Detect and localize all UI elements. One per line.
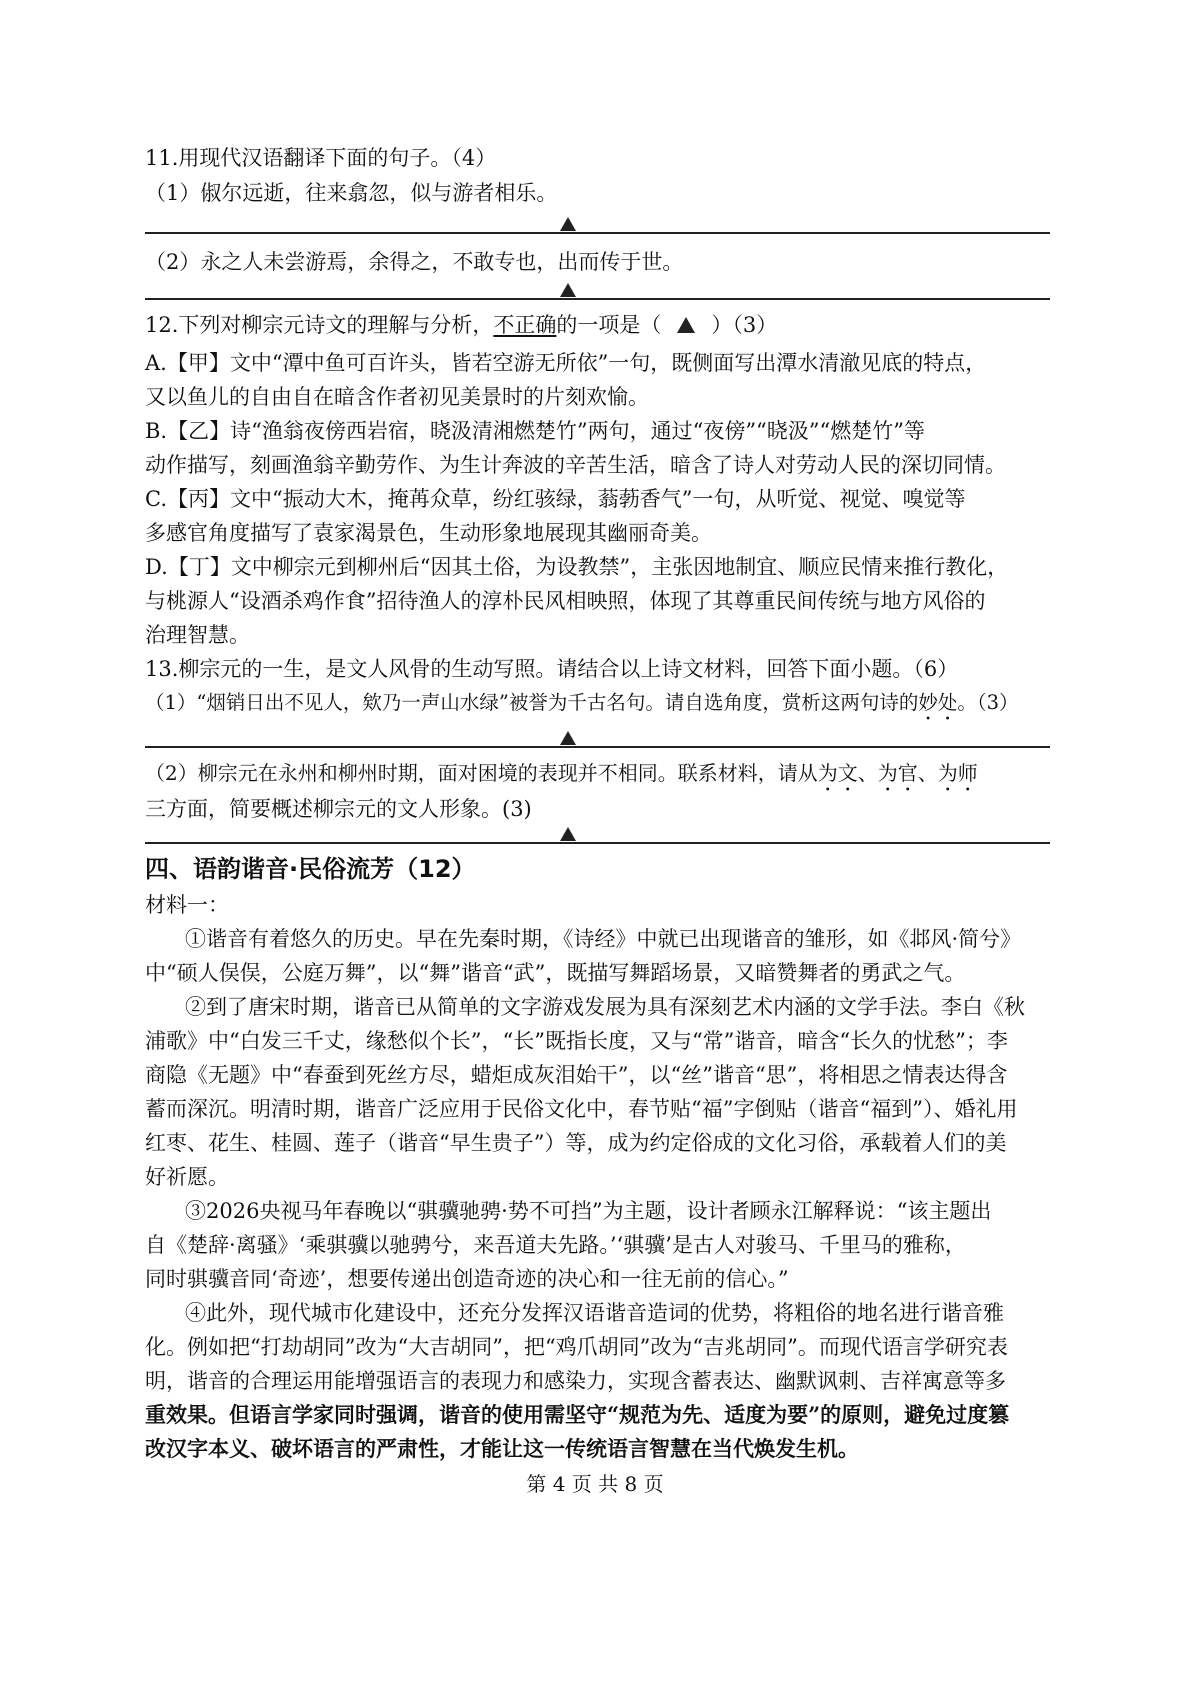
q12-option-a-cont: 又以鱼儿的自由自在暗含作者初见美景时的片刻欢愉。 bbox=[145, 385, 649, 409]
q12-option-d-cont2: 治理智慧。 bbox=[145, 623, 250, 647]
answer-line[interactable] bbox=[145, 298, 1050, 300]
paragraph-2-cont: 浦歌》中“白发三千丈，缘愁似个长”，“长”既指长度，又与“常”谐音，暗含“长久的忧愁”；李 bbox=[145, 1029, 1008, 1053]
q12-option-b: B.【乙】诗“渔翁夜傍西岩宿，晓汲清湘燃楚竹”两句，通过“夜傍”“晓汲”“燃楚竹”等 bbox=[145, 419, 925, 443]
q12-option-b-cont: 动作描写，刻画渔翁辛勤劳作、为生计奔波的辛苦生活，暗含了诗人对劳动人民的深切同情。 bbox=[145, 453, 1006, 477]
q13-part-2: （2）柳宗元在永州和柳州时期，面对困境的表现并不相同。联系材料，请从为文、为官、为师 bbox=[145, 761, 978, 785]
paragraph-2-cont: 好祈愿。 bbox=[145, 1165, 229, 1189]
q13-stem: 13.柳宗元的一生，是文人风骨的生动写照。请结合以上诗文材料，回答下面小题。（6） bbox=[145, 657, 959, 681]
q12-option-d-cont: 与桃源人“设酒杀鸡作食”招待渔人的淳朴民风相映照，体现了其尊重民间传统与地方风俗的 bbox=[145, 589, 986, 613]
q12-option-a: A.【甲】文中“潭中鱼可百许头，皆若空游无所依”一句，既侧面写出潭水清澈见底的特点， bbox=[145, 351, 987, 375]
emphasis-not-correct: 不正确 bbox=[493, 313, 557, 337]
answer-triangle-icon[interactable] bbox=[677, 317, 695, 333]
answer-triangle-icon bbox=[560, 217, 576, 231]
page-footer: 第 4 页 共 8 页 bbox=[526, 1472, 664, 1496]
q13-part-2-cont: 三方面，简要概述柳宗元的文人形象。(3) bbox=[145, 797, 532, 821]
q11-sentence-2: （2）永之人未尝游焉，余得之，不敢专也，出而传于世。 bbox=[145, 250, 684, 274]
paragraph-1: ①谐音有着悠久的历史。早在先秦时期，《诗经》中就已出现谐音的雏形，如《邶风·简兮》 bbox=[185, 927, 1022, 951]
q12-option-d: D.【丁】文中柳宗元到柳州后“因其土俗，为设教禁”，主张因地制宜、顺应民情来推行教化， bbox=[145, 555, 1009, 579]
answer-line[interactable] bbox=[145, 842, 1050, 844]
paragraph-4-cont: 明，谐音的合理运用能增强语言的表现力和感染力，实现含蓄表达、幽默讽刺、吉祥寓意等多 bbox=[145, 1369, 1006, 1393]
q13-part-1: （1）“烟销日出不见人，欸乃一声山水绿”被誉为千古名句。请自选角度，赏析这两句诗的妙处。（3） bbox=[145, 691, 1019, 714]
q12-option-c: C.【丙】文中“振动大木，掩苒众草，纷红骇绿，蓊葧香气”一句，从听觉、视觉、嗅觉等 bbox=[145, 487, 966, 511]
section-heading: 四、语韵谐音·民俗流芳（12） bbox=[145, 855, 476, 883]
paragraph-3-cont: 自《楚辞·离骚》‘乘骐骥以驰骋兮，来吾道夫先路。’‘骐骥’是古人对骏马、千里马的雅称， bbox=[145, 1233, 966, 1257]
answer-line[interactable] bbox=[145, 746, 1050, 748]
paragraph-4-cont: 重效果。但语言学家同时强调，谐音的使用需坚守“规范为先、适度为要”的原则，避免过度篡 bbox=[145, 1402, 1010, 1427]
paragraph-1-cont: 中“硕人俣俣，公庭万舞”，以“舞”谐音“武”，既描写舞蹈场景，又暗赞舞者的勇武之气。 bbox=[145, 961, 966, 985]
q11-stem: 11.用现代汉语翻译下面的句子。（4） bbox=[145, 146, 497, 170]
emphasis-miaochu: 妙处 bbox=[918, 691, 958, 714]
answer-line[interactable] bbox=[145, 232, 1050, 234]
paragraph-4: ④此外，现代城市化建设中，还充分发挥汉语谐音造词的优势，将粗俗的地名进行谐音雅 bbox=[185, 1301, 1004, 1325]
answer-triangle-icon bbox=[560, 283, 576, 297]
paragraph-3-cont: 同时骐骥音同‘奇迹’，想要传递出创造奇迹的决心和一往无前的信心。” bbox=[145, 1267, 789, 1291]
paragraph-3: ③2026央视马年春晚以“骐骥驰骋·势不可挡”为主题，设计者顾永江解释说：“该主题出 bbox=[185, 1199, 992, 1223]
paragraph-2: ②到了唐宋时期，谐音已从简单的文字游戏发展为具有深刻艺术内涵的文学手法。李白《秋 bbox=[185, 995, 1025, 1019]
paragraph-2-cont: 蓄而深沉。明清时期，谐音广泛应用于民俗文化中，春节贴“福”字倒贴（谐音“福到”）、婚礼用 bbox=[145, 1097, 1018, 1121]
q12-stem: 12.下列对柳宗元诗文的理解与分析，不正确的一项是（ ）（3） bbox=[145, 313, 778, 337]
paragraph-2-cont: 红枣、花生、桂圆、莲子（谐音“早生贵子”）等，成为约定俗成的文化习俗，承载着人们的美 bbox=[145, 1131, 1007, 1155]
q11-sentence-1: （1）俶尔远逝，往来翕忽，似与游者相乐。 bbox=[145, 181, 558, 205]
paragraph-4-cont: 化。例如把“打劫胡同”改为“大吉胡同”，把“鸡爪胡同”改为“吉兆胡同”。而现代语言学研究表 bbox=[145, 1335, 1008, 1359]
material-label: 材料一： bbox=[145, 893, 229, 917]
answer-triangle-icon bbox=[560, 731, 576, 745]
paragraph-2-cont: 商隐《无题》中“春蚕到死丝方尽，蜡炬成灰泪始干”，以“丝”谐音“思”，将相思之情表达得含 bbox=[145, 1063, 1008, 1087]
q12-option-c-cont: 多感官角度描写了袁家渴景色，生动形象地展现其幽丽奇美。 bbox=[145, 521, 712, 545]
paragraph-4-cont: 改汉字本义、破坏语言的严肃性，才能让这一传统语言智慧在当代焕发生机。 bbox=[145, 1436, 859, 1461]
answer-triangle-icon bbox=[560, 827, 576, 841]
